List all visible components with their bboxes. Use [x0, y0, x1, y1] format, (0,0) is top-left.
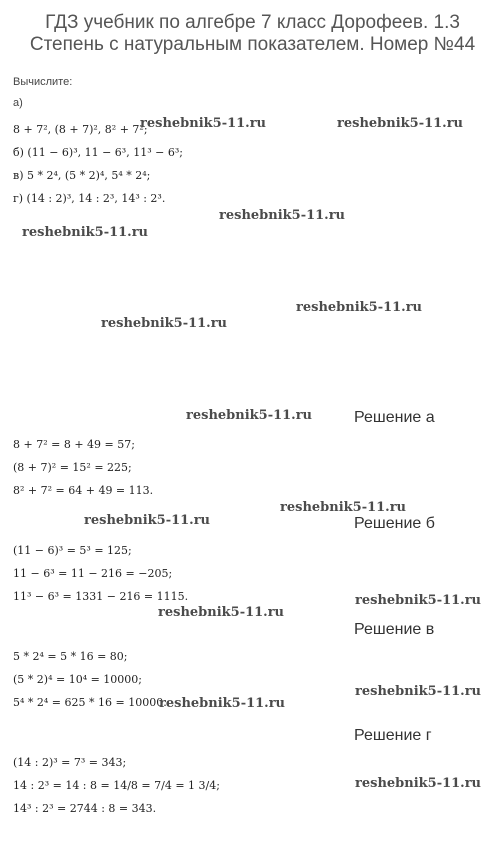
- task-a-expression: 8 + 7², (8 + 7)², 8² + 7²;: [13, 123, 148, 136]
- watermark: reshebnik5-11.ru: [158, 605, 285, 620]
- watermark: reshebnik5-11.ru: [337, 116, 464, 131]
- watermark: reshebnik5-11.ru: [355, 593, 482, 608]
- watermark: reshebnik5-11.ru: [140, 116, 267, 131]
- watermark: reshebnik5-11.ru: [355, 684, 482, 699]
- solution-a-line: (8 + 7)² = 15² = 225;: [13, 461, 132, 474]
- solution-g-line: (14 : 2)³ = 7³ = 343;: [13, 756, 127, 769]
- solution-b-line: 11³ − 6³ = 1331 − 216 = 1115.: [13, 590, 189, 603]
- solution-v-line: 5 * 2⁴ = 5 * 16 = 80;: [13, 650, 128, 663]
- task-v-expression: в) 5 * 2⁴, (5 * 2)⁴, 5⁴ * 2⁴;: [13, 169, 151, 182]
- watermark: reshebnik5-11.ru: [355, 776, 482, 791]
- solution-a-line: 8 + 7² = 8 + 49 = 57;: [13, 438, 135, 451]
- solution-g-heading: Решение г: [354, 727, 432, 744]
- watermark: reshebnik5-11.ru: [101, 316, 228, 331]
- task-a-label: а): [13, 97, 23, 109]
- page-title: ГДЗ учебник по алгебре 7 класс Дорофеев. 1.3 Степень с натуральным показателем. Номер №44: [29, 12, 476, 55]
- solution-a-line: 8² + 7² = 64 + 49 = 113.: [13, 484, 154, 497]
- watermark: reshebnik5-11.ru: [280, 500, 407, 515]
- solution-b-line: (11 − 6)³ = 5³ = 125;: [13, 544, 132, 557]
- watermark: reshebnik5-11.ru: [219, 208, 346, 223]
- watermark: reshebnik5-11.ru: [84, 513, 211, 528]
- task-b-expression: б) (11 − 6)³, 11 − 6³, 11³ − 6³;: [13, 146, 183, 159]
- watermark: reshebnik5-11.ru: [22, 225, 149, 240]
- solution-g-line: 14 : 2³ = 14 : 8 = 14/8 = 7/4 = 1 3/4;: [13, 779, 220, 792]
- task-g-expression: г) (14 : 2)³, 14 : 2³, 14³ : 2³.: [13, 192, 166, 205]
- solution-b-line: 11 − 6³ = 11 − 216 = −205;: [13, 567, 173, 580]
- task-intro: Вычислите:: [13, 76, 73, 88]
- solution-g-line: 14³ : 2³ = 2744 : 8 = 343.: [13, 802, 157, 815]
- solution-b-heading: Решение б: [354, 515, 435, 532]
- watermark: reshebnik5-11.ru: [296, 300, 423, 315]
- solution-a-heading: Решение а: [354, 409, 435, 426]
- solution-v-line: 5⁴ * 2⁴ = 625 * 16 = 10000.: [13, 696, 167, 709]
- solution-v-heading: Решение в: [354, 621, 435, 638]
- watermark: reshebnik5-11.ru: [159, 696, 286, 711]
- watermark: reshebnik5-11.ru: [186, 408, 313, 423]
- solution-v-line: (5 * 2)⁴ = 10⁴ = 10000;: [13, 673, 143, 686]
